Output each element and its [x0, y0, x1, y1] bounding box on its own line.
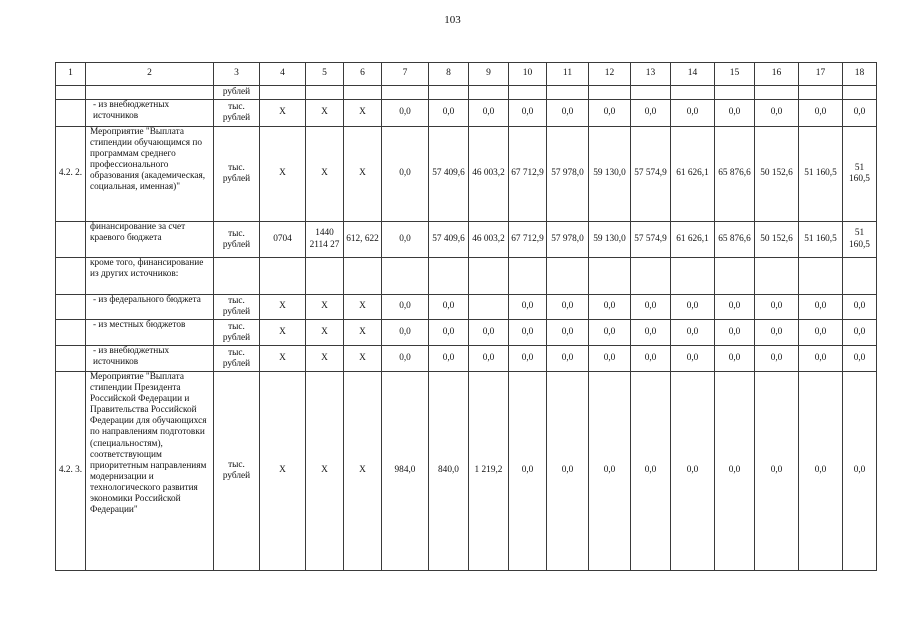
value-cell: 0,0	[631, 320, 671, 346]
value-cell: 0,0	[755, 320, 799, 346]
value-cell	[589, 86, 631, 100]
item-description: кроме того, финансирование из других источников:	[86, 258, 214, 295]
value-cell: 0,0	[509, 346, 547, 372]
value-cell: 840,0	[429, 372, 469, 571]
value-cell: 57 409,6	[429, 222, 469, 258]
value-cell	[843, 86, 877, 100]
value-cell: 0,0	[547, 346, 589, 372]
column-header: 4	[260, 63, 306, 86]
value-cell: X	[306, 100, 344, 127]
value-cell: 0,0	[843, 295, 877, 320]
value-cell: 1440 2114 27	[306, 222, 344, 258]
value-cell: 0,0	[547, 295, 589, 320]
value-cell: 0,0	[509, 295, 547, 320]
unit-cell: тыс. рублей	[214, 372, 260, 571]
column-header: 13	[631, 63, 671, 86]
value-cell	[382, 258, 429, 295]
item-number	[56, 86, 86, 100]
value-cell: 59 130,0	[589, 222, 631, 258]
item-number	[56, 320, 86, 346]
value-cell: 0,0	[469, 346, 509, 372]
value-cell: 0,0	[671, 346, 715, 372]
value-cell: X	[344, 295, 382, 320]
column-header: 14	[671, 63, 715, 86]
value-cell	[469, 295, 509, 320]
item-number: 4.2. 2.	[56, 127, 86, 222]
value-cell: 0,0	[799, 320, 843, 346]
value-cell: X	[344, 372, 382, 571]
item-description: Мероприятие "Выплата стипендии Президента Российской Федерации и Правительства Российской Федерации для обучающихся по направлениям подготовки (специальностям), соответствующим приоритетным направлениям модернизации и технологического развития экономики Российской Федерации"	[86, 372, 214, 571]
item-description: - из внебюджетных источников	[86, 346, 214, 372]
value-cell: 0,0	[843, 320, 877, 346]
value-cell: 0,0	[671, 295, 715, 320]
item-description: финансирование за счет краевого бюджета	[86, 222, 214, 258]
value-cell: 0,0	[631, 100, 671, 127]
value-cell: 0,0	[755, 295, 799, 320]
value-cell	[715, 86, 755, 100]
value-cell: 0,0	[382, 295, 429, 320]
value-cell: 50 152,6	[755, 127, 799, 222]
item-number	[56, 100, 86, 127]
value-cell: 0,0	[509, 100, 547, 127]
value-cell: X	[260, 295, 306, 320]
value-cell: X	[306, 127, 344, 222]
item-number	[56, 295, 86, 320]
value-cell	[429, 86, 469, 100]
column-header: 16	[755, 63, 799, 86]
value-cell: 0,0	[755, 346, 799, 372]
value-cell: 0,0	[429, 100, 469, 127]
value-cell: 0,0	[382, 320, 429, 346]
value-cell: X	[306, 372, 344, 571]
value-cell: 0,0	[589, 372, 631, 571]
column-header: 9	[469, 63, 509, 86]
value-cell: 0,0	[843, 372, 877, 571]
column-header: 11	[547, 63, 589, 86]
value-cell: 0,0	[755, 372, 799, 571]
item-description: - из местных бюджетов	[86, 320, 214, 346]
value-cell: 1 219,2	[469, 372, 509, 571]
column-header: 7	[382, 63, 429, 86]
table-row	[56, 258, 877, 295]
column-header: 10	[509, 63, 547, 86]
value-cell: 0,0	[671, 320, 715, 346]
column-header: 18	[843, 63, 877, 86]
value-cell	[469, 258, 509, 295]
value-cell: 0,0	[509, 320, 547, 346]
value-cell: 46 003,2	[469, 127, 509, 222]
value-cell: 57 409,6	[429, 127, 469, 222]
value-cell: 0,0	[429, 320, 469, 346]
value-cell: X	[260, 320, 306, 346]
value-cell: 0,0	[547, 320, 589, 346]
column-header: 12	[589, 63, 631, 86]
value-cell: 0,0	[755, 100, 799, 127]
column-header: 17	[799, 63, 843, 86]
value-cell: 0,0	[469, 100, 509, 127]
column-header: 1	[56, 63, 86, 86]
value-cell	[799, 86, 843, 100]
value-cell: 51 160,5	[843, 127, 877, 222]
value-cell	[671, 86, 715, 100]
value-cell	[671, 258, 715, 295]
value-cell: 0,0	[429, 295, 469, 320]
value-cell	[469, 86, 509, 100]
value-cell: 57 574,9	[631, 127, 671, 222]
item-number	[56, 222, 86, 258]
value-cell: 0,0	[715, 100, 755, 127]
value-cell	[547, 86, 589, 100]
table-row	[56, 295, 877, 320]
value-cell	[344, 86, 382, 100]
value-cell	[589, 258, 631, 295]
item-number	[56, 258, 86, 295]
value-cell: 0,0	[631, 346, 671, 372]
value-cell: 57 574,9	[631, 222, 671, 258]
value-cell: X	[344, 346, 382, 372]
value-cell	[260, 258, 306, 295]
value-cell: 0,0	[799, 100, 843, 127]
value-cell: 67 712,9	[509, 222, 547, 258]
unit-cell: тыс. рублей	[214, 222, 260, 258]
value-cell: X	[344, 127, 382, 222]
value-cell	[631, 86, 671, 100]
value-cell: 65 876,6	[715, 127, 755, 222]
value-cell	[799, 258, 843, 295]
table-row	[56, 86, 877, 100]
value-cell: 0,0	[715, 346, 755, 372]
value-cell: 0,0	[589, 346, 631, 372]
column-header: 8	[429, 63, 469, 86]
table-row	[56, 100, 877, 127]
value-cell	[260, 86, 306, 100]
value-cell: 0,0	[589, 320, 631, 346]
value-cell: 0,0	[382, 346, 429, 372]
value-cell: 0,0	[843, 100, 877, 127]
value-cell: 0,0	[715, 295, 755, 320]
value-cell: 0,0	[547, 372, 589, 571]
value-cell: 0,0	[843, 346, 877, 372]
value-cell: 57 978,0	[547, 222, 589, 258]
value-cell	[306, 86, 344, 100]
unit-cell: тыс. рублей	[214, 320, 260, 346]
value-cell	[547, 258, 589, 295]
table-row	[56, 372, 877, 571]
unit-cell: тыс. рублей	[214, 100, 260, 127]
value-cell: X	[344, 320, 382, 346]
value-cell: 612, 622	[344, 222, 382, 258]
value-cell: X	[260, 100, 306, 127]
page-number: 103	[444, 14, 461, 26]
value-cell: X	[306, 320, 344, 346]
item-description: - из федерального бюджета	[86, 295, 214, 320]
value-cell: X	[260, 346, 306, 372]
column-header: 5	[306, 63, 344, 86]
item-number: 4.2. 3.	[56, 372, 86, 571]
value-cell: 0,0	[631, 372, 671, 571]
value-cell: 67 712,9	[509, 127, 547, 222]
column-header: 15	[715, 63, 755, 86]
value-cell: 0,0	[715, 372, 755, 571]
value-cell: 0,0	[382, 127, 429, 222]
column-header: 3	[214, 63, 260, 86]
table-row	[56, 222, 877, 258]
value-cell: 46 003,2	[469, 222, 509, 258]
item-description: Мероприятие "Выплата стипендии обучающимся по программам среднего профессионального образования (академическая, социальная, именная)"	[86, 127, 214, 222]
value-cell	[509, 86, 547, 100]
value-cell: X	[260, 372, 306, 571]
value-cell: 57 978,0	[547, 127, 589, 222]
unit-cell: тыс. рублей	[214, 346, 260, 372]
item-description: - из внебюджетных источников	[86, 100, 214, 127]
value-cell	[843, 258, 877, 295]
value-cell: 0,0	[382, 222, 429, 258]
value-cell: 0,0	[671, 100, 715, 127]
column-header: 6	[344, 63, 382, 86]
value-cell: 0,0	[547, 100, 589, 127]
table-row	[56, 127, 877, 222]
value-cell: 0,0	[469, 320, 509, 346]
value-cell: 0,0	[429, 346, 469, 372]
value-cell: 51 160,5	[843, 222, 877, 258]
unit-cell: тыс. рублей	[214, 295, 260, 320]
value-cell: 51 160,5	[799, 127, 843, 222]
unit-cell: тыс. рублей	[214, 127, 260, 222]
budget-table	[55, 62, 877, 571]
value-cell	[344, 258, 382, 295]
value-cell: 61 626,1	[671, 222, 715, 258]
header-row	[56, 63, 877, 86]
value-cell	[755, 258, 799, 295]
table-row	[56, 320, 877, 346]
value-cell: X	[306, 295, 344, 320]
value-cell	[382, 86, 429, 100]
value-cell: 0,0	[799, 372, 843, 571]
value-cell: 51 160,5	[799, 222, 843, 258]
value-cell: 61 626,1	[671, 127, 715, 222]
value-cell: 984,0	[382, 372, 429, 571]
value-cell	[631, 258, 671, 295]
value-cell: 0,0	[715, 320, 755, 346]
value-cell: 0704	[260, 222, 306, 258]
value-cell: 0,0	[799, 295, 843, 320]
value-cell	[755, 86, 799, 100]
value-cell: 0,0	[382, 100, 429, 127]
value-cell	[306, 258, 344, 295]
value-cell: 65 876,6	[715, 222, 755, 258]
value-cell	[429, 258, 469, 295]
value-cell: 50 152,6	[755, 222, 799, 258]
table-row	[56, 346, 877, 372]
item-number	[56, 346, 86, 372]
unit-cell	[214, 258, 260, 295]
value-cell: X	[260, 127, 306, 222]
value-cell: X	[344, 100, 382, 127]
item-description	[86, 86, 214, 100]
column-header: 2	[86, 63, 214, 86]
value-cell: 0,0	[671, 372, 715, 571]
value-cell	[715, 258, 755, 295]
value-cell: 0,0	[509, 372, 547, 571]
value-cell: 0,0	[589, 100, 631, 127]
value-cell: X	[306, 346, 344, 372]
value-cell: 0,0	[589, 295, 631, 320]
value-cell: 0,0	[631, 295, 671, 320]
value-cell	[509, 258, 547, 295]
unit-cell: рублей	[214, 86, 260, 100]
value-cell: 0,0	[799, 346, 843, 372]
value-cell: 59 130,0	[589, 127, 631, 222]
table-body	[56, 63, 877, 571]
